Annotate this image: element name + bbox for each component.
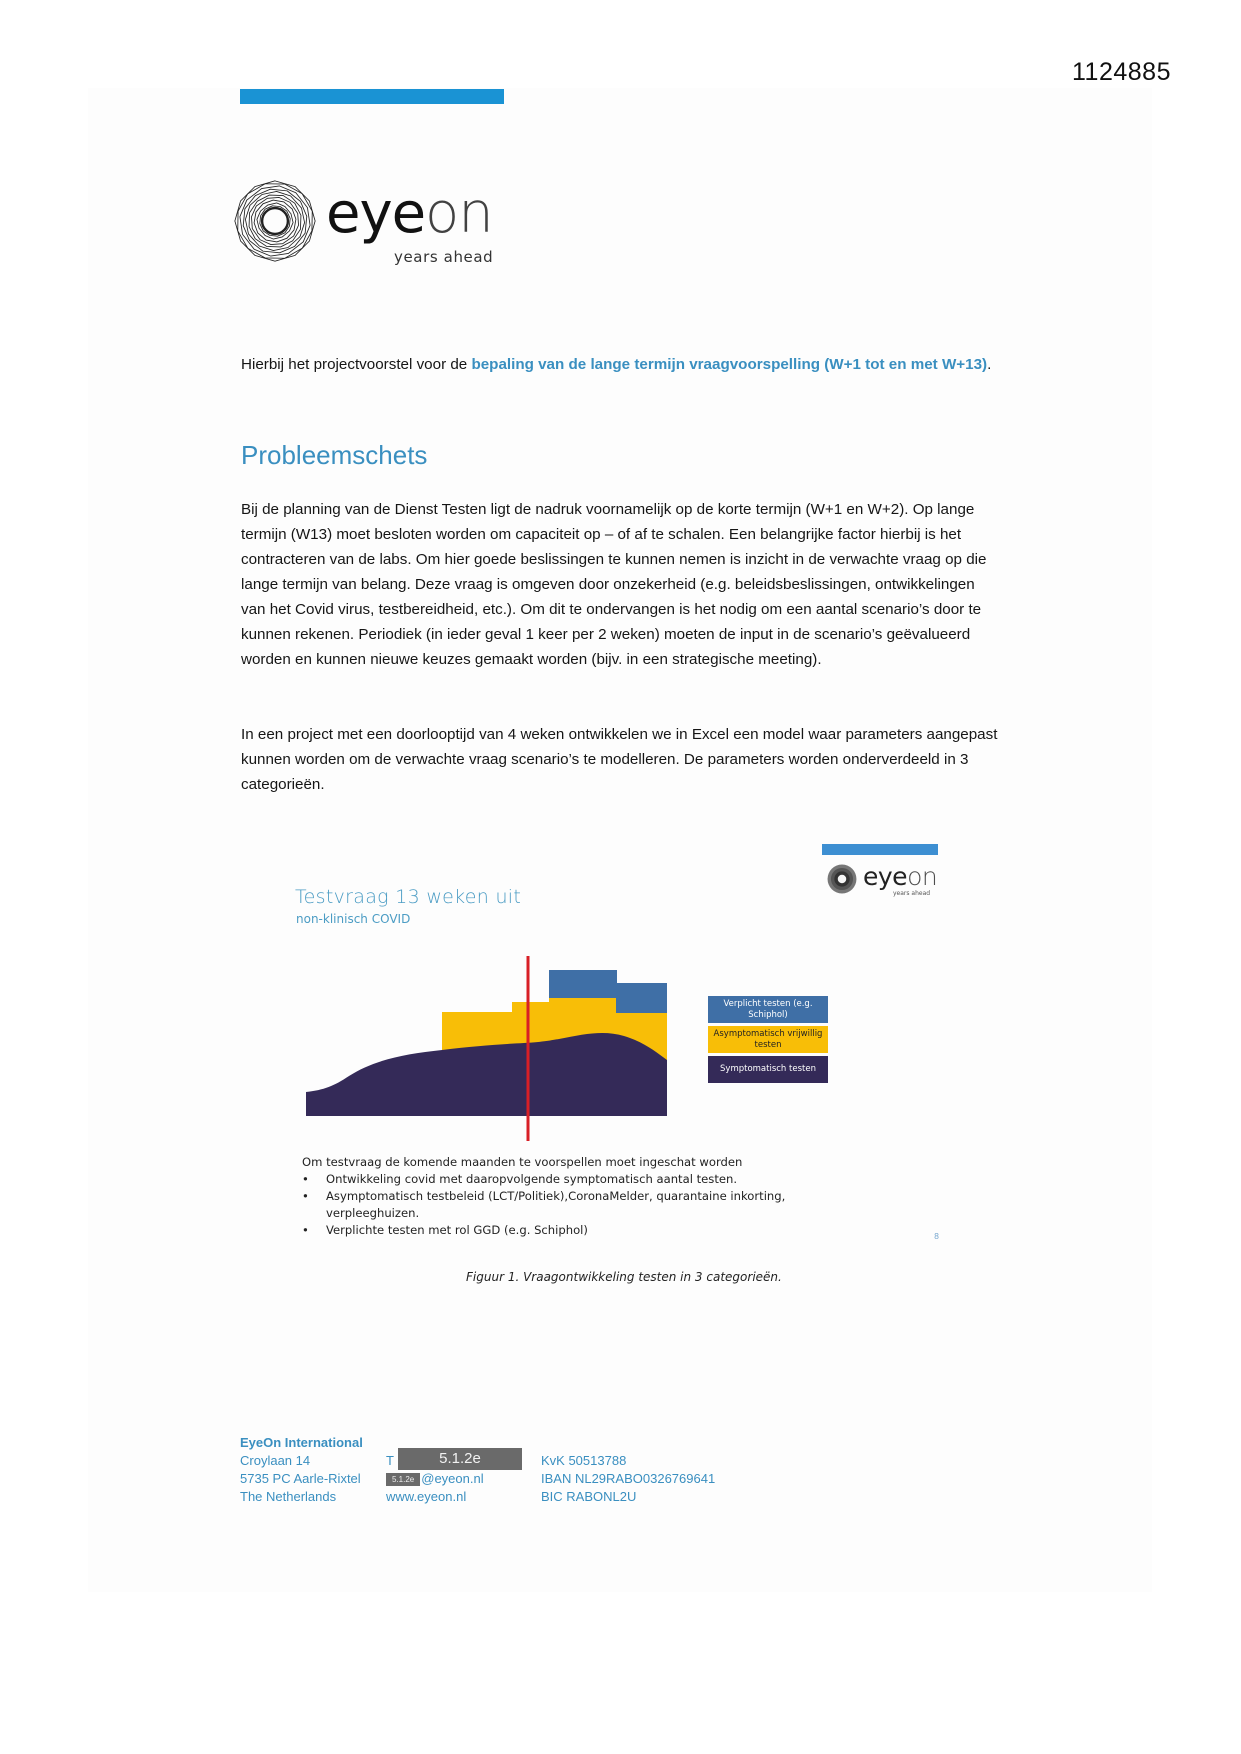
iban-number: IBAN NL29RABO0326769641 [541, 1471, 716, 1486]
slide-logo-wordmark: eyeon [863, 862, 938, 891]
notes-intro: Om testvraag de komende maanden te voorspellen moet ingeschat worden [302, 1155, 743, 1169]
stacked-area-chart [294, 956, 694, 1146]
note-item: • Ontwikkeling covid met daaropvolgende symptomatisch aantal testen. [302, 1171, 822, 1188]
section-title: Probleemschets [241, 440, 428, 470]
email-row[interactable] [386, 1470, 484, 1488]
legend-item-verplicht: Verplicht testen (e.g. Schiphol) [708, 996, 828, 1023]
address-line-2: 5735 PC Aarle-Rixtel [240, 1471, 361, 1486]
slide-eyeon-logo [825, 860, 945, 900]
paragraph-2: In een project met een doorlooptijd van 4 weken ontwikkelen we in Excel een model waar parameters aangepast kunnen worden om de verwachte vraag scenario’s te modelleren. De parameters worden onderverdeeld in 3 categorieën. [241, 726, 998, 793]
chart-legend [708, 996, 828, 1086]
address-line-1: Croylaan 14 [240, 1453, 311, 1468]
document-id-stamp: 1124885 [1072, 58, 1171, 86]
footer-contact [386, 1434, 484, 1506]
paragraph-1: Bij de planning van de Dienst Testen ligt de nadruk voornamelijk op de korte termijn (W+1 en W+2). Op lange termijn (W13) moet besloten worden om capaciteit op – of af te schalen. Een belangrijke factor hierbij is het contracteren van de labs. Om hier goede beslissingen te kunnen nemen is inzicht in de verwachte vraag op die lange termijn van belang. Deze vraag is omgeven door onzekerheid (e.g. beleidsbeslissingen, ontwikkelingen van het Covid virus, testbereidheid, etc.). Om dit te ondervangen is het nodig om een aantal scenario’s door te kunnen rekenen. Periodiek (in ieder geval 1 keer per 2 weken) moeten de input in de scenario’s geëvalueerd worden en kunnen nieuwe keuzes gemaakt worden (bijv. in een strategische meeting). [241, 501, 987, 668]
kvk-number: KvK 50513788 [541, 1453, 627, 1468]
footer-registration [541, 1434, 715, 1506]
address-line-3: The Netherlands [240, 1489, 337, 1504]
slide-notes [302, 1154, 822, 1239]
phone-row: T 5.1.2e [386, 1452, 484, 1470]
legend-item-symptomatisch: Symptomatisch testen [708, 1056, 828, 1083]
legend-item-asymptomatisch: Asymptomatisch vrijwillig testen [708, 1026, 828, 1053]
email-domain: @eyeon.nl [421, 1471, 484, 1486]
redacted-email-user: 5.1.2e [386, 1473, 420, 1486]
intro-highlight: bepaling van de lange termijn vraagvoorspelling (W+1 tot en met W+13) [471, 356, 988, 373]
logo-wordmark: eyeon [326, 181, 493, 246]
intro-paragraph: Hierbij het projectvoorstel voor de bepaling van de lange termijn vraagvoorspelling (W+1 tot en met W+13). [241, 356, 992, 373]
notes-list [302, 1171, 822, 1239]
slide-logo-tagline: years ahead [893, 890, 931, 897]
logo-tagline: years ahead [394, 248, 494, 266]
note-item: • Verplichte testen met rol GGD (e.g. Schiphol) [302, 1222, 822, 1239]
redacted-phone: 5.1.2e [398, 1448, 522, 1470]
eyeon-mandala-icon [232, 178, 318, 264]
bic-code: BIC RABONL2U [541, 1489, 637, 1504]
figure-slide [280, 836, 960, 1256]
company-name: EyeOn International [240, 1435, 363, 1450]
slide-title: Testvraag 13 weken uit [295, 886, 522, 908]
slide-subtitle: non-klinisch COVID [296, 912, 411, 926]
slide-number: 8 [934, 1232, 940, 1241]
footer-address [240, 1434, 363, 1506]
brand-accent-bar [240, 89, 504, 104]
slide-accent-bar [822, 844, 938, 855]
note-item: • Asymptomatisch testbeleid (LCT/Politiek),CoronaMelder, quarantaine inkorting, verpleeghuizen. [302, 1188, 822, 1222]
figure-caption: Figuur 1. Vraagontwikkeling testen in 3 categorieën. [466, 1270, 782, 1284]
eyeon-logo [232, 178, 512, 270]
eyeon-mandala-icon [825, 862, 859, 896]
website-link[interactable]: www.eyeon.nl [386, 1489, 467, 1504]
